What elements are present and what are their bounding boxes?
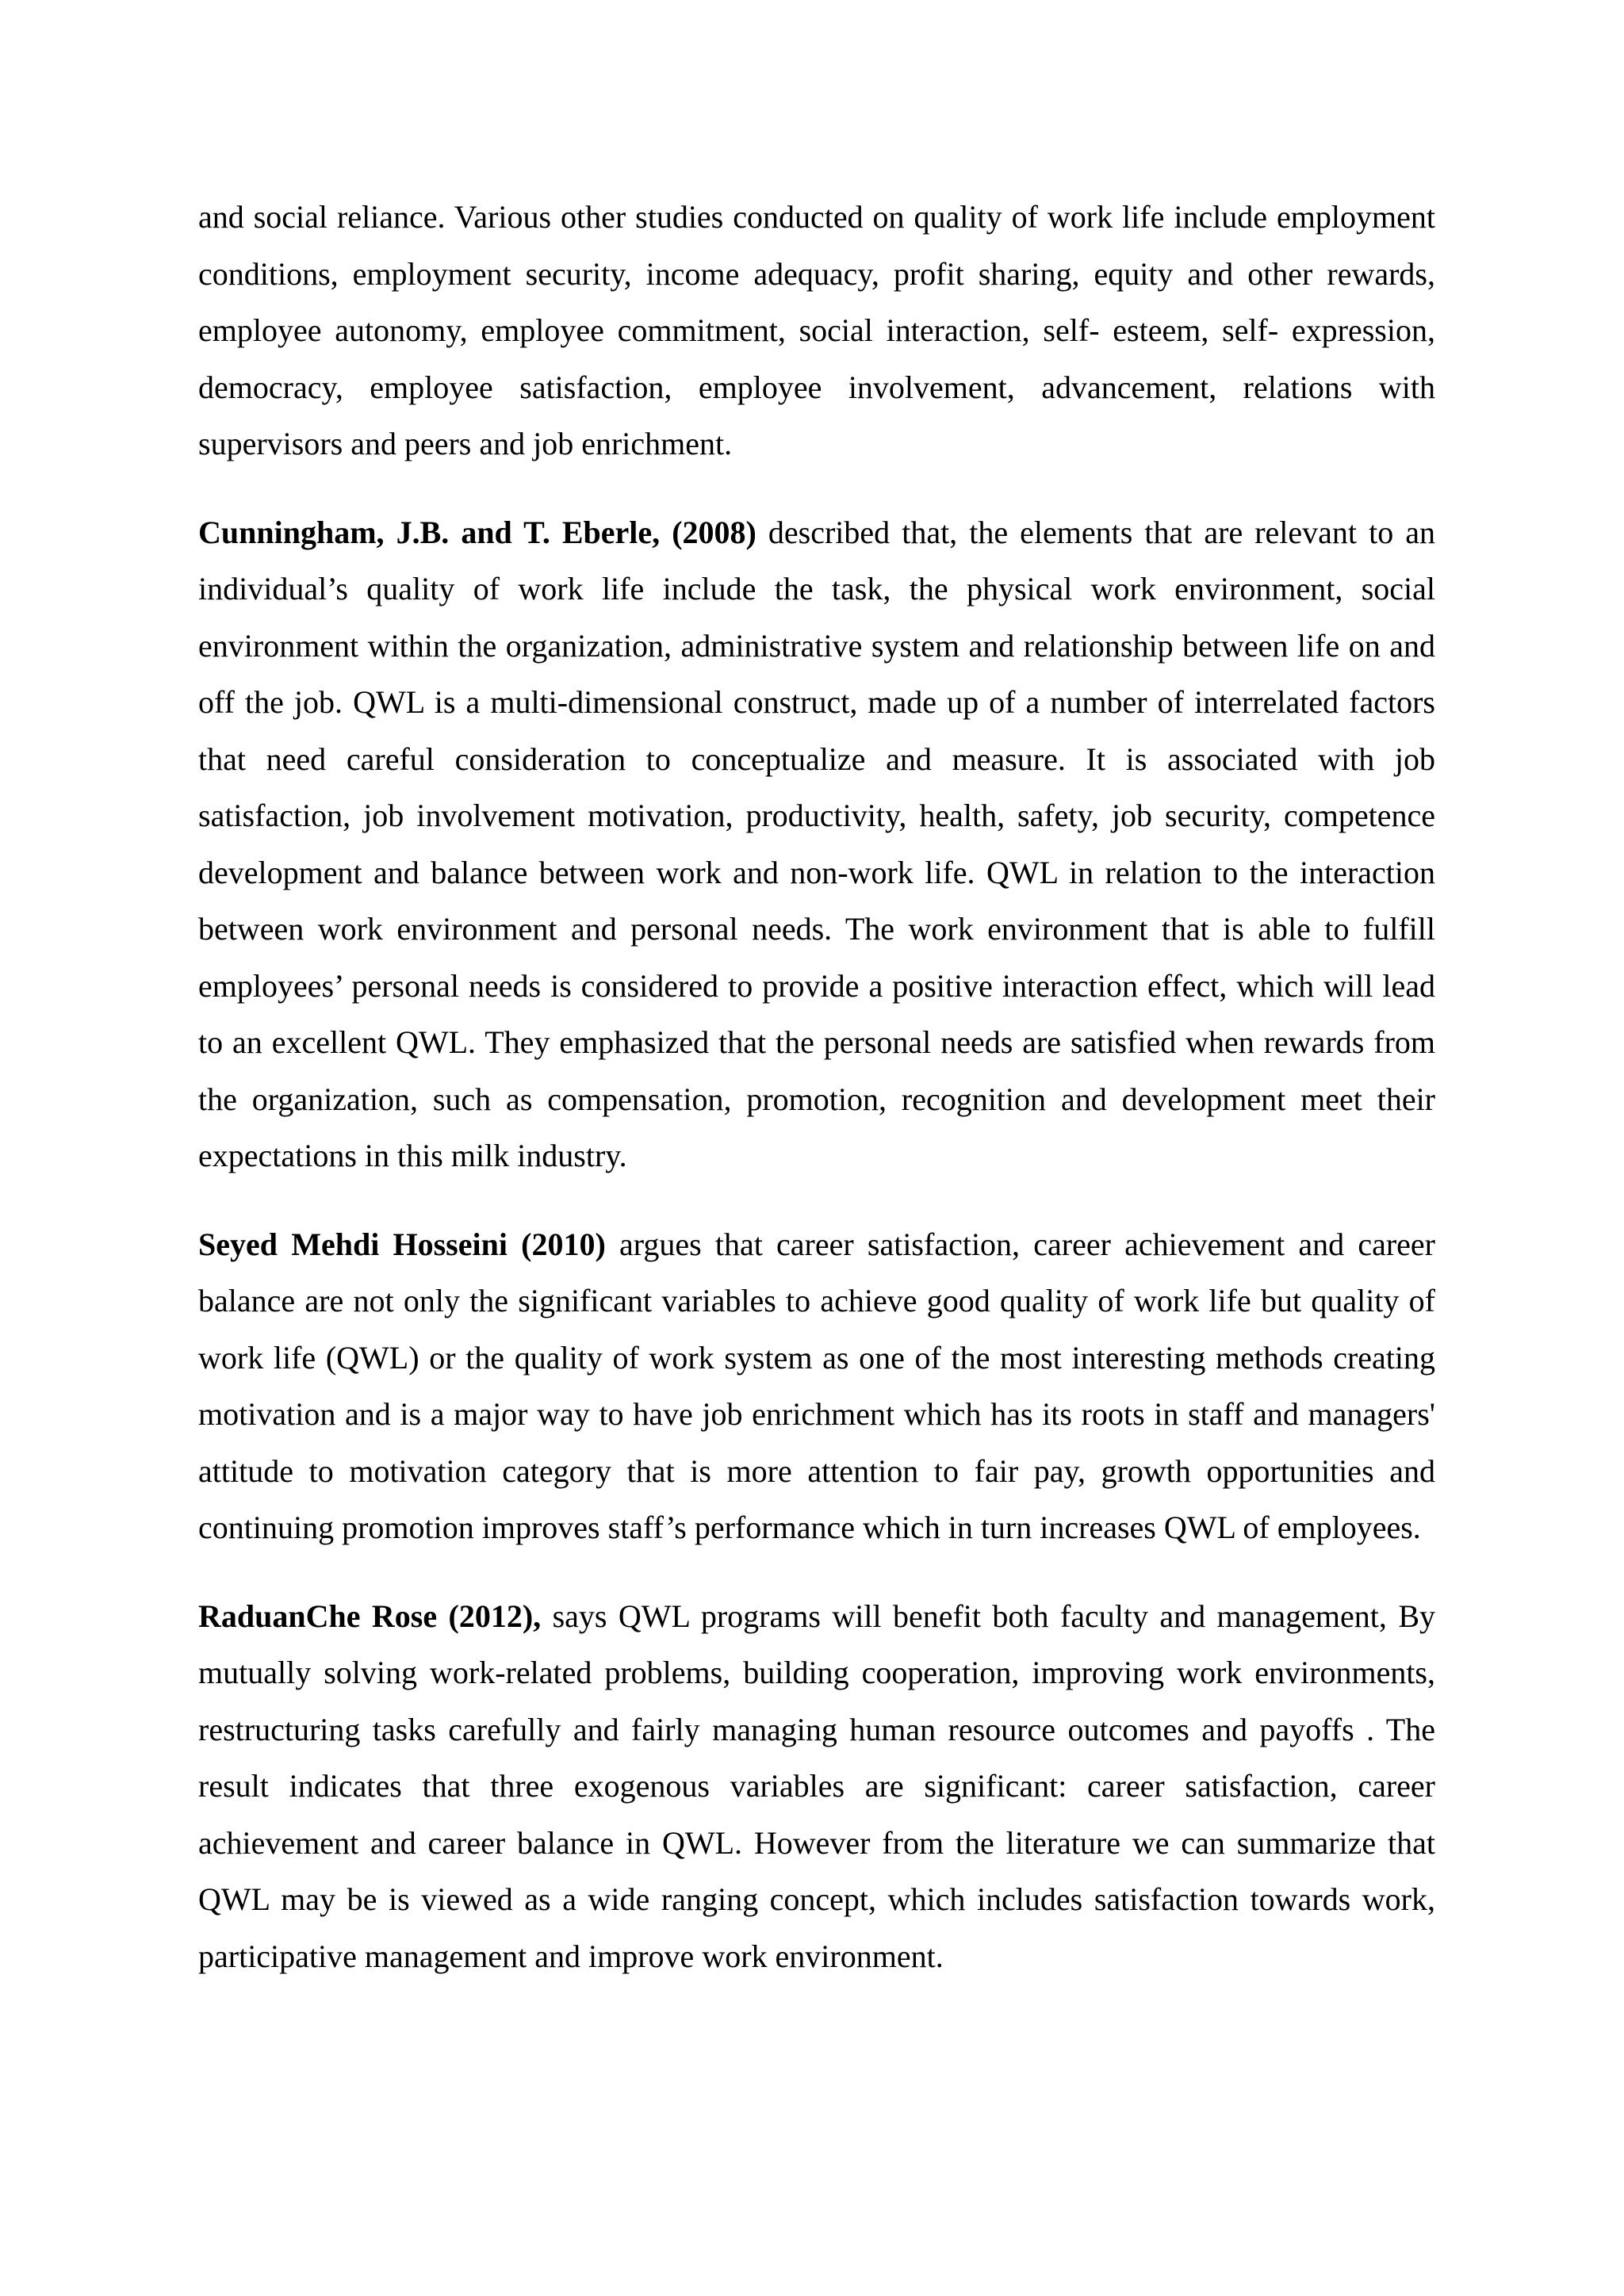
paragraph-rose <box>198 1588 1435 1985</box>
paragraph-text: says QWL programs will benefit both faculty and management, By mutually solving work-related problems, building cooperation, improving work environments, restructuring tasks carefully and fairly managing human resource outcomes and payoffs . The result indicates that three exogenous variables are significant: career satisfaction, career achievement and career balance in QWL. However from the literature we can summarize that QWL may be is viewed as a wide ranging concept, which includes satisfaction towards work, participative management and improve work environment. <box>198 1598 1435 1974</box>
paragraph-continuation <box>198 189 1435 473</box>
paragraph-cunningham <box>198 504 1435 1184</box>
paragraph-text: and social reliance. Various other studies conducted on quality of work life include employment conditions, employment security, income adequacy, profit sharing, equity and other rewards, employee autonomy, employee commitment, social interaction, self- esteem, self- expression, democracy, employee satisfaction, employee involvement, advancement, relations with supervisors and peers and job enrichment. <box>198 199 1435 461</box>
document-page <box>198 189 1435 2016</box>
citation-author: Seyed Mehdi Hosseini (2010) <box>198 1226 606 1262</box>
paragraph-text: argues that career satisfaction, career achievement and career balance are not only the significant variables to achieve good quality of work life but quality of work life (QWL) or the quality of work system as one of the most interesting methods creating motivation and is a major way to have job enrichment which has its roots in staff and managers' attitude to motivation category that is more attention to fair pay, growth opportunities and continuing promotion improves staff’s performance which in turn increases QWL of employees. <box>198 1226 1435 1545</box>
citation-author: Cunningham, J.B. and T. Eberle, (2008) <box>198 514 756 550</box>
paragraph-hosseini <box>198 1216 1435 1556</box>
paragraph-text: described that, the elements that are relevant to an individual’s quality of work life include the task, the physical work environment, social environment within the organization, administrative system and relationship between life on and off the job. QWL is a multi-dimensional construct, made up of a number of interrelated factors that need careful consideration to conceptualize and measure. It is associated with job satisfaction, job involvement motivation, productivity, health, safety, job security, competence development and balance between work and non-work life. QWL in relation to the interaction between work environment and personal needs. The work environment that is able to fulfill employees’ personal needs is considered to provide a positive interaction effect, which will lead to an excellent QWL. They emphasized that the personal needs are satisfied when rewards from the organization, such as compensation, promotion, recognition and development meet their expectations in this milk industry. <box>198 514 1435 1173</box>
citation-author: RaduanChe Rose (2012), <box>198 1598 542 1634</box>
